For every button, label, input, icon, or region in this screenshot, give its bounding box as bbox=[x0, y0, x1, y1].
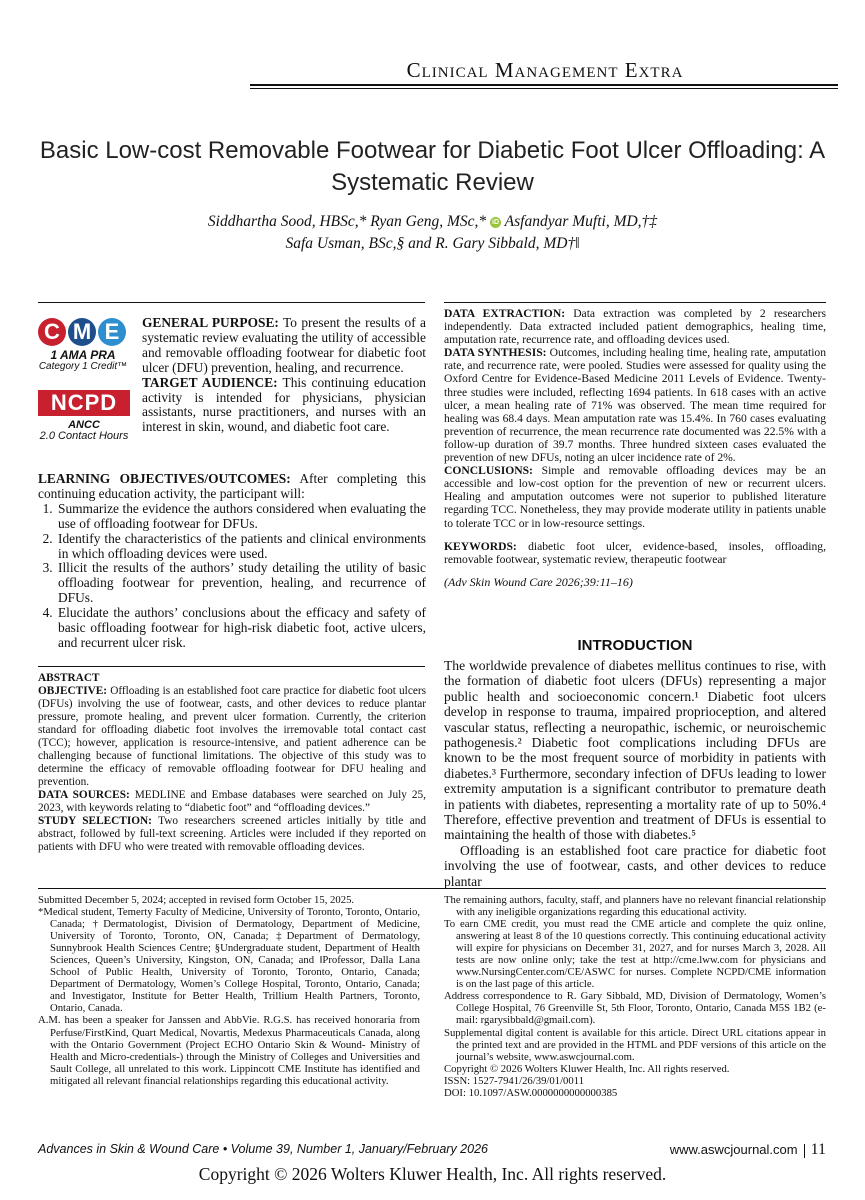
cme-letter-m: M bbox=[68, 318, 96, 346]
journal-website[interactable]: www.aswcjournal.com bbox=[669, 1142, 798, 1157]
article-title: Basic Low-cost Removable Footwear for Diabetic Foot Ulcer Offloading: A Systematic Review bbox=[39, 137, 826, 196]
journal-footer: Advances in Skin & Wound Care • Volume 39, Number 1, January/February 2026 bbox=[38, 1142, 488, 1156]
ama-line1: 1 AMA PRA bbox=[50, 348, 116, 362]
data-synthesis-text: Outcomes, including healing time, healing rate, amputation rate, and recurrence rate, were pooled. Studies were assessed for quality using the Oxford Centre for Evidence-Based Medicine 2011 Levels of Evidence. Twenty-three studies were included, reflecting 1694 patients. In 618 cases with an active ulcer, a mean healing rate of 71% was observed. The mean time required for healing was 68.4 days. Mean amputation rate was 15.4%. In 760 cases evaluating prevention of recurrence, the mean recurrence rate documented was 22.5% with a follow-up duration of 39.7 months. Three hundred sixteen cases evaluated the prevention of new DFUs, noting an ulcer incidence rate of 2%. bbox=[444, 346, 827, 465]
footnote-disclosures: A.M. has been a speaker for Janssen and AbbVie. R.G.S. has received honoraria from Perfuse/FirstKind, Quart Medical, Novartis, Medexus Pharmaceuticals Canada, along with the Ontario Government (Project ECHO Ontario Skin & Wound- Ministry of Health and Micro-credentials-) through the Ministry of Colleges and Universities and Sault College, all unrelated to this work. Lippincott CME Institute has identified and mitigated all relevant financial relationships regarding this educational activity. bbox=[38, 1014, 420, 1087]
footnote-supplemental: Supplemental digital content is available for this article. Direct URL citations appear in the printed text and are provided in the HTML and PDF versions of this article on the journal’s website, www.aswcjournal.com. bbox=[444, 1026, 826, 1063]
footnote-submitted: Submitted December 5, 2024; accepted in revised form October 15, 2025. bbox=[38, 894, 355, 906]
footnote-affiliations: *Medical student, Temerty Faculty of Medicine, University of Toronto, Toronto, Ontario, Canada; †Dermatologist, Division of Dermatology, Department of Medicine, University of Toronto, Toronto, ON, Canada; ‡Department of Dermatology, Sunnybrook Health Sciences Centre; §Undergraduate student, Department of Health Sciences, Queen’s University, Kingston, ON, Canada; and ‖Professor, Dalla Lana School of Public Health, University of Toronto, Toronto, Ontario, Canada; Department of Dermatology, Women’s College Hospital, Toronto, Ontario, Canada; and Investigator, Institute for Better Health, Trillium Health Partners, Toronto, Ontario, Canada. bbox=[38, 906, 420, 1015]
author-list bbox=[60, 211, 805, 255]
target-audience-label: TARGET AUDIENCE: bbox=[142, 374, 278, 390]
footer-right bbox=[600, 1141, 826, 1159]
intro-paragraph-2: Offloading is an established foot care practice for diabetic foot involving the use of footwear, casts, and other devices to reduce plantar bbox=[444, 842, 826, 889]
page-separator bbox=[804, 1144, 805, 1158]
learning-objectives bbox=[38, 472, 426, 651]
footnote-cme-credit: To earn CME credit, you must read the CME article and complete the quiz online, answering at least 8 of the 10 questions correctly. This continuing educational activity will expire for physicians on December 31, 2027, and for nurses March 3, 2028. All tests are now online only; take the test at http://cme.lww.com for physicians and www.NursingCenter.com/CE/ASWC for nurses. Complete NCPD/CME information is on the last page of this article. bbox=[444, 918, 826, 991]
general-purpose-text: To present the results of a systematic review evaluating the utility of accessible and removable offloading footwear for diabetic foot ulcer (DFU) prevention, healing, and recurrence. bbox=[142, 315, 426, 375]
abstract-rule bbox=[38, 666, 425, 667]
ama-line2: Category 1 Credit™ bbox=[38, 361, 128, 372]
target-audience-text: This continuing education activity is intended for physicians, physician assistants, nurse practitioners, and nurses with an interest in skin, wound, and diabetic foot care. bbox=[142, 374, 426, 435]
introduction-body bbox=[444, 658, 826, 889]
orcid-icon[interactable]: iD bbox=[492, 218, 500, 226]
data-sources-text: MEDLINE and Embase databases were searched on July 25, 2023, with keywords relating to “diabetic foot” and “offloading devices.” bbox=[38, 789, 426, 814]
footnote-rule bbox=[38, 888, 826, 889]
ncpd-badge: NCPD bbox=[38, 390, 130, 416]
introduction-heading: INTRODUCTION bbox=[577, 637, 693, 654]
authors-line1-a: Siddhartha Sood, HBSc,* Ryan Geng, MSc,* bbox=[207, 213, 487, 230]
objective-label: OBJECTIVE: bbox=[38, 685, 108, 697]
footnotes-left bbox=[38, 894, 420, 1087]
conclusions-label: CONCLUSIONS: bbox=[444, 464, 533, 478]
citation: (Adv Skin Wound Care 2026;39:11–16) bbox=[444, 574, 633, 589]
section-header: Clinical Management Extra bbox=[406, 58, 684, 82]
page-number: 11 bbox=[810, 1141, 826, 1158]
abstract-heading: ABSTRACT bbox=[38, 672, 100, 684]
conclusions-text: Simple and removable offloading devices may be an accessible and low-cost option for the prevention of new or recurrent ulcers. Healing and amputation outcomes were not superior to published literature regarding TCC. Nonetheless, they may provide moderate utility in patients unable to tolerate TCC or in low-resource settings. bbox=[444, 464, 826, 530]
study-selection-label: STUDY SELECTION: bbox=[38, 815, 152, 827]
objectives-label: LEARNING OBJECTIVES/OUTCOMES: bbox=[38, 471, 291, 486]
footnote-disclosure-remaining: The remaining authors, faculty, staff, and planners have no relevant financial relationship with any ineligible organizations regarding this educational activity. bbox=[444, 894, 826, 919]
ancc-label bbox=[30, 420, 138, 442]
keywords-label: KEYWORDS: bbox=[444, 539, 517, 553]
general-purpose bbox=[142, 316, 426, 435]
keywords-text: diabetic foot ulcer, evidence-based, insoles, offloading, removable footwear, systematic review, therapeutic footwear bbox=[444, 539, 826, 566]
intro-paragraph-1: The worldwide prevalence of diabetes mellitus continues to rise, with the formation of diabetic foot ulcers (DFUs) representing a major public health and socioeconomic concern.¹ Diabetic foot ulcers develop in response to trauma, impaired proprioception, and altered vascular status, reflecting a neuropathic, ischemic, or neuroischemic pathogenesis.² Diabetic foot complications including DFUs are known to be the most frequent source of morbidity in patients with diabetes.³ Furthermore, secondary infection of DFUs leading to lower extremity amputation is a significant contributor to premature death in patients with diabetes, representing a mortality rate of up to 50%.⁴ Therefore, effective prevention and treatment of DFUs is essential to maintaining the health of those with diabetes.⁵ bbox=[444, 658, 826, 843]
abstract-left bbox=[38, 672, 426, 854]
data-extraction-text: Data extraction was completed by 2 researchers independently. Data extracted included patient demographics, healing time, amputation rate, recurrence rate, and offloading devices used. bbox=[444, 307, 826, 347]
data-sources-label: DATA SOURCES: bbox=[38, 789, 130, 801]
general-purpose-label: GENERAL PURPOSE: bbox=[142, 315, 279, 330]
ancc-line1: ANCC bbox=[68, 419, 100, 431]
objectives-list bbox=[38, 502, 426, 651]
objective-text: Offloading is an established foot care practice for diabetic foot ulcers (DFUs) involving the use of footwear, casts, and other devices to reduce plantar pressure, promote healing, and prevent ulcer formation. Currently, the criterion standard for offloading diabetic foot involves the irremovable total contact cast (TCC); however, application is resource-intensive, and patient adherence can be challenging because of functional limitations. The objective of this study was to determine the efficacy of removable offloading footwear for DFU healing and prevention. bbox=[38, 685, 426, 788]
data-extraction-label: DATA EXTRACTION: bbox=[444, 307, 566, 320]
cme-logo bbox=[36, 318, 130, 372]
study-selection-text: Two researchers screened articles initially by title and abstract, followed by full-text screening. Articles were included if they reported on patients with DFU who were treated with removable offloading devices. bbox=[38, 815, 426, 853]
footnote-correspondence: Address correspondence to R. Gary Sibbald, MD, Division of Dermatology, Women’s College Hospital, 76 Greenville St, 5th Floor, Toronto, Ontario, Canada M5S 1B2 (e-mail: rgarysibbald@gmail.com). bbox=[444, 990, 826, 1027]
header-rule-thin bbox=[250, 88, 838, 89]
left-column-rule bbox=[38, 302, 425, 303]
objective-item: 4. Elucidate the authors’ conclusions about the efficacy and safety of basic offloading footwear for high-risk diabetic foot, active ulcers, and recurrent ulcer risk. bbox=[56, 606, 426, 651]
objective-item: 2. Identify the characteristics of the patients and clinical environments in which offloading devices were used. bbox=[56, 532, 426, 562]
authors-line1-b: Asfandyar Mufti, MD,†‡ bbox=[504, 213, 658, 230]
cme-letter-e: E bbox=[98, 318, 126, 346]
data-synthesis-label: DATA SYNTHESIS: bbox=[444, 346, 547, 360]
right-column-rule bbox=[444, 302, 826, 303]
header-rule bbox=[250, 84, 838, 86]
footnote-issn: ISSN: 1527-7941/26/39/01/0011 bbox=[444, 1074, 585, 1087]
abstract-right bbox=[444, 307, 826, 589]
objective-item: 3. Illicit the results of the authors’ study detailing the utility of basic offloading footwear for prevention, healing, and recurrence of DFUs. bbox=[56, 561, 426, 606]
objective-item: 1. Summarize the evidence the authors considered when evaluating the use of offloading footwear for DFUs. bbox=[56, 502, 426, 532]
authors-line2: Safa Usman, BSc,§ and R. Gary Sibbald, MD†‖ bbox=[285, 235, 580, 252]
footnotes-right bbox=[444, 894, 826, 1099]
ancc-line2: 2.0 Contact Hours bbox=[39, 430, 129, 442]
objectives-intro: After completing this continuing education activity, the participant will: bbox=[38, 471, 426, 501]
footnote-doi: DOI: 10.1097/ASW.0000000000000385 bbox=[444, 1086, 618, 1099]
copyright-banner: Copyright © 2026 Wolters Kluwer Health, Inc. All rights reserved. bbox=[198, 1164, 667, 1184]
cme-letter-c: C bbox=[38, 318, 66, 346]
footnote-copyright: Copyright © 2026 Wolters Kluwer Health, Inc. All rights reserved. bbox=[444, 1062, 730, 1075]
